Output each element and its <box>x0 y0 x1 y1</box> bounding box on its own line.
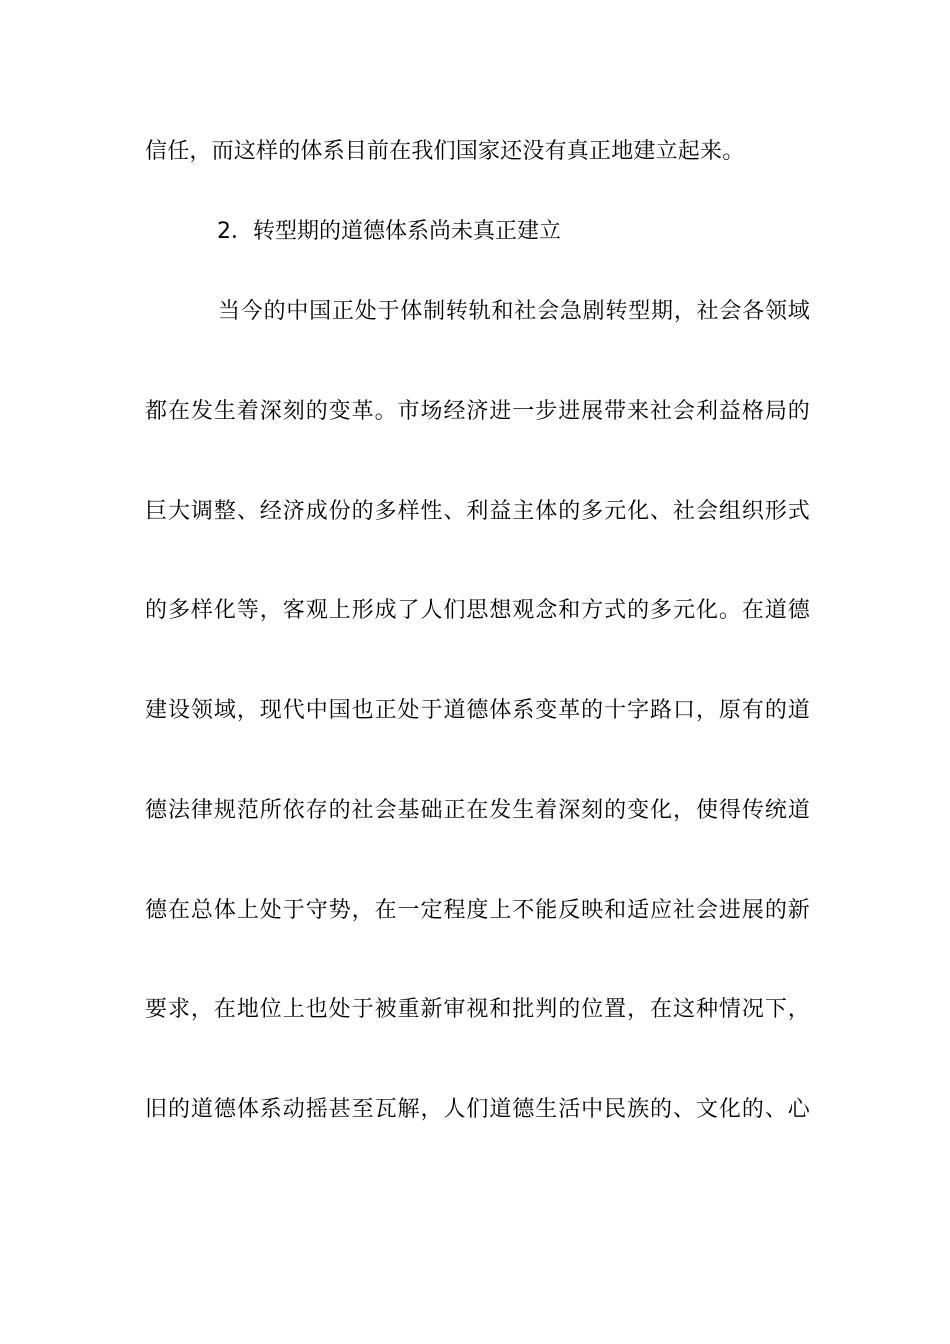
paragraph-line: 当今的中国正处于体制转轨和社会急剧转型期，社会各领域 <box>218 299 810 324</box>
paragraph-line: 巨大调整、经济成份的多样性、利益主体的多元化、社会组织形式 <box>145 499 810 524</box>
paragraph-line: 信任，而这样的体系目前在我们国家还没有真正地建立起来。 <box>145 139 745 164</box>
paragraph-line: 旧的道德体系动摇甚至瓦解，人们道德生活中民族的、文化的、心 <box>145 1097 810 1122</box>
paragraph-line: 德在总体上处于守势，在一定程度上不能反映和适应社会进展的新 <box>145 898 810 923</box>
paragraph-line: 德法律规范所依存的社会基础正在发生着深刻的变化，使得传统道 <box>145 798 810 823</box>
paragraph-line: 要求，在地位上也处于被重新审视和批判的位置，在这种情况下， <box>145 997 810 1022</box>
paragraph-line: 的多样化等，客观上形成了人们思想观念和方式的多元化。在道德 <box>145 598 810 623</box>
section-heading: 2．转型期的道德体系尚未真正建立 <box>217 219 561 244</box>
paragraph-line: 都在发生着深刻的变革。市场经济进一步进展带来社会利益格局的 <box>145 399 810 424</box>
paragraph-line: 建设领域，现代中国也正处于道德体系变革的十字路口，原有的道 <box>145 698 810 723</box>
